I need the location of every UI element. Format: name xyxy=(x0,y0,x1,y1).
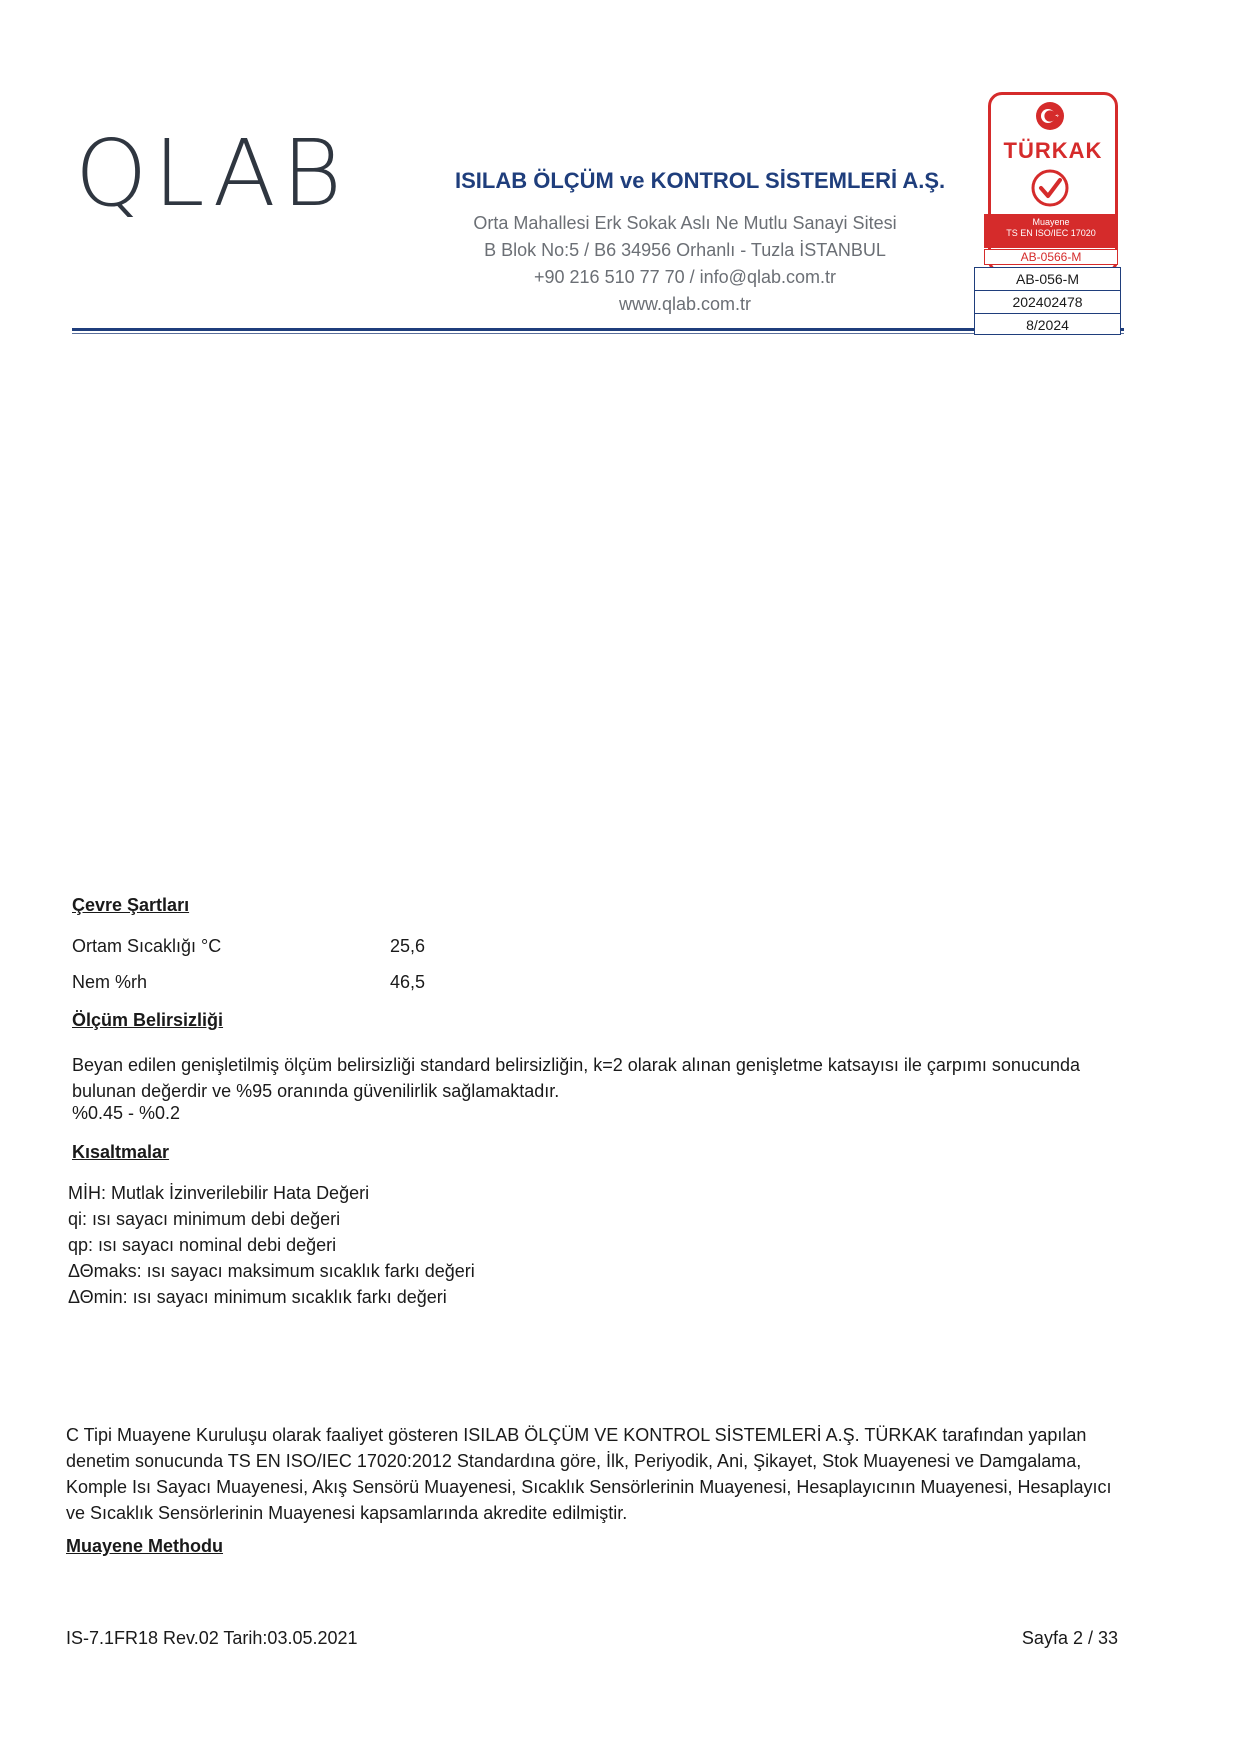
abbreviation-item: qi: ısı sayacı minimum debi değeri xyxy=(68,1209,341,1229)
badge-table-cell: 8/2024 xyxy=(974,313,1121,335)
address-line-2: B Blok No:5 / B6 34956 Orhanlı - Tuzla İSTANBUL xyxy=(484,240,886,260)
abbreviation-item: MİH: Mutlak İzinverilebilir Hata Değeri xyxy=(68,1183,370,1203)
header-divider xyxy=(72,328,1124,331)
company-logo: QLAB xyxy=(75,120,348,227)
page-number: Sayfa 2 / 33 xyxy=(1021,1628,1118,1648)
address-line-1: Orta Mahallesi Erk Sokak Aslı Ne Mutlu Sanayi Sitesi xyxy=(473,213,897,233)
abbreviation-item: qp: ısı sayacı nominal debi değeri xyxy=(68,1235,337,1255)
env-row-value: 25,6 xyxy=(390,936,426,956)
turkish-flag-icon xyxy=(1036,102,1064,130)
company-name: ISILAB ÖLÇÜM ve KONTROL SİSTEMLERİ A.Ş. xyxy=(455,168,946,193)
section-heading-abbreviations: Kısaltmalar xyxy=(72,1142,170,1162)
env-row-value: 46,5 xyxy=(390,972,426,992)
accreditation-scope xyxy=(984,214,1118,248)
turkak-wordmark: TÜRKAK xyxy=(1003,138,1103,163)
accreditation-code: AB-0566-M xyxy=(984,249,1118,265)
env-row-label: Nem %rh xyxy=(72,972,148,992)
section-heading-environment: Çevre Şartları xyxy=(72,895,190,915)
abbreviation-item: ΔΘmaks: ısı sayacı maksimum sıcaklık farkı değeri xyxy=(68,1261,475,1281)
section-heading-uncertainty: Ölçüm Belirsizliği xyxy=(72,1010,224,1030)
website-line: www.qlab.com.tr xyxy=(618,294,752,314)
checkmark-icon xyxy=(1030,168,1070,208)
header-divider-thin xyxy=(72,333,1124,334)
accreditation-paragraph: C Tipi Muayene Kuruluşu olarak faaliyet gösteren ISILAB ÖLÇÜM VE KONTROL SİSTEMLERİ A.Ş. TÜRKAK tarafından yapılan denetim sonucunda TS EN ISO/IEC 17020:2012 Standardına göre, İlk, Periyodik, Ani, Şikayet, Stok Muayenesi ve Damgalama, Komple Isı Sayacı Muayenesi, Akış Sensörü Muayenesi, Sıcaklık Sensörlerinin Muayenesi, Hesaplayıcının Muayenesi, Hesaplayıcı ve Sıcaklık Sensörlerinin Muayenesi kapsamlarında akredite edilmiştir. xyxy=(66,1425,1112,1523)
scope-line-2: TS EN ISO/IEC 17020 xyxy=(1006,228,1096,238)
abbreviation-item: ΔΘmin: ısı sayacı minimum sıcaklık farkı değeri xyxy=(68,1287,447,1307)
uncertainty-range: %0.45 - %0.2 xyxy=(72,1103,181,1123)
contact-line: +90 216 510 77 70 / info@qlab.com.tr xyxy=(534,267,836,287)
badge-table-cell: AB-056-M xyxy=(974,267,1121,291)
uncertainty-paragraph: Beyan edilen genişletilmiş ölçüm belirsizliği standard belirsizliğin, k=2 olarak alınan genişletme katsayısı ile çarpımı sonucunda bulunan değerdir ve %95 oranında güvenilirlik sağlamaktadır. xyxy=(72,1055,1080,1101)
form-identifier: IS-7.1FR18 Rev.02 Tarih:03.05.2021 xyxy=(66,1628,358,1648)
badge-table-cell: 202402478 xyxy=(974,290,1121,314)
scope-line-1: Muayene xyxy=(1032,217,1070,227)
env-row-label: Ortam Sıcaklığı °C xyxy=(72,936,222,956)
section-heading-method: Muayene Methodu xyxy=(66,1536,224,1556)
